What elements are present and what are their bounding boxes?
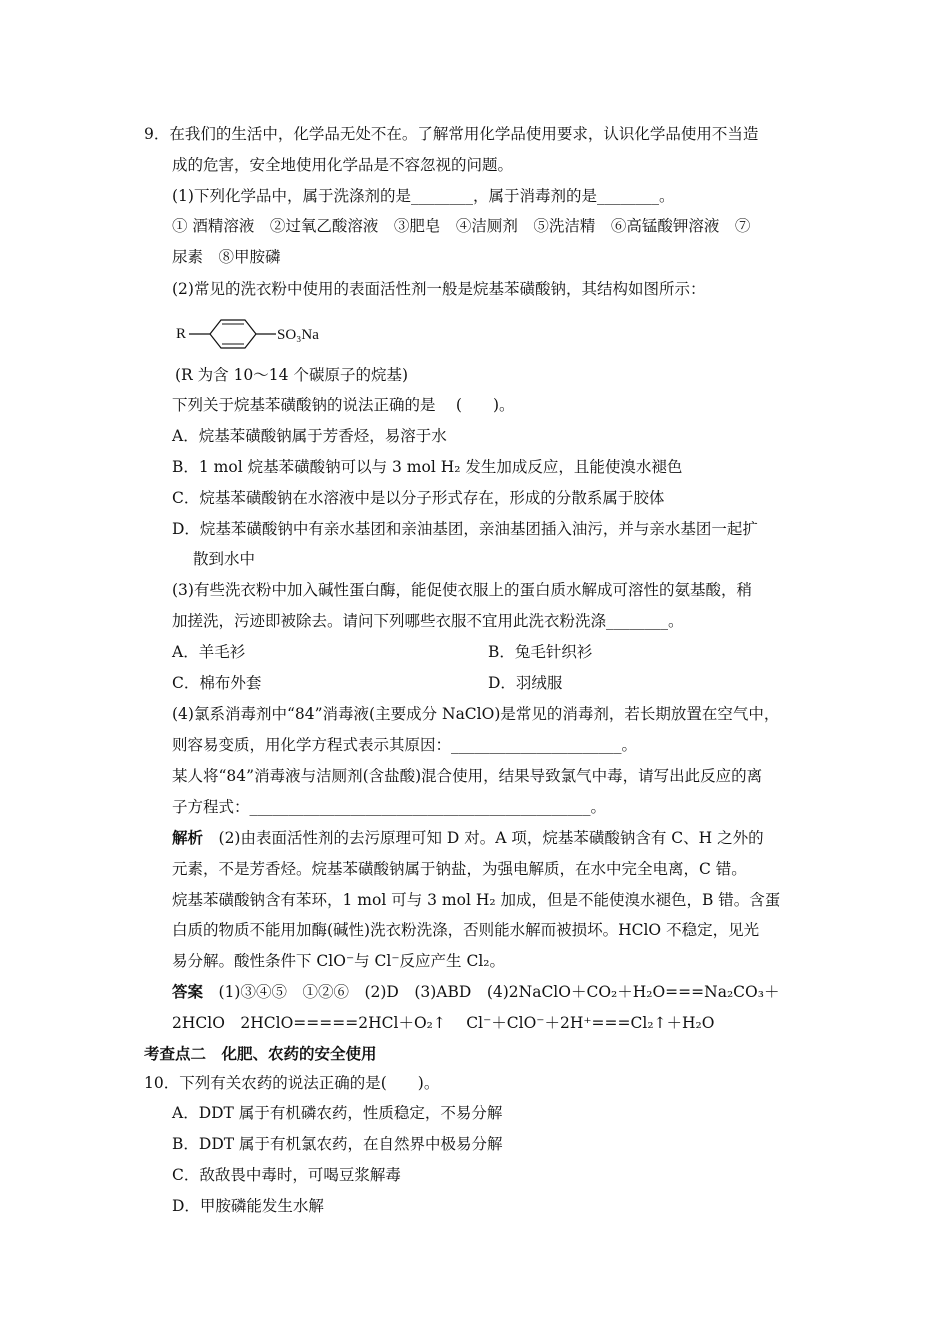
q9-part3-option-c: C．棉布外套 <box>172 674 262 692</box>
q9-options-line1: ① 酒精溶液 ②过氧乙酸溶液 ③肥皂 ④洁厕剂 ⑤洗洁精 ⑥高锰酸钾溶液 ⑦ <box>172 217 751 235</box>
q10-option-b: B．DDT 属于有机氯农药，在自然界中极易分解 <box>172 1135 503 1153</box>
explanation-line3: 烷基苯磺酸钠含有苯环，1 mol 可与 3 mol H₂ 加成，但是不能使溴水褪色，B 错。含蛋 <box>172 891 781 909</box>
q9-option-a: A．烷基苯磺酸钠属于芳香烃，易溶于水 <box>172 427 447 445</box>
q9-part4-line2: 则容易变质，用化学方程式表示其原因：______________________。 <box>172 736 638 754</box>
q9-option-b: B．1 mol 烷基苯磺酸钠可以与 3 mol H₂ 发生加成反应，且能使溴水褪色 <box>172 458 683 476</box>
q9-stem-line1: 9．在我们的生活中，化学品无处不在。了解常用化学品使用要求，认识化学品使用不当造 <box>144 125 759 143</box>
answer-label: 答案 <box>172 982 204 1001</box>
q9-part3-line1: (3)有些洗衣粉中加入碱性蛋白酶，能促使衣服上的蛋白质水解成可溶性的氨基酸，稍 <box>172 581 752 599</box>
benzene-sulfonate-structure <box>176 316 346 356</box>
q10-option-a: A．DDT 属于有机磷农药，性质稳定，不易分解 <box>172 1104 503 1122</box>
q9-part3-option-b: B．兔毛针织衫 <box>488 643 593 661</box>
explanation-line1 <box>172 828 764 848</box>
q10-stem: 10．下列有关农药的说法正确的是( )。 <box>144 1074 440 1092</box>
explanation-text-1: (2)由表面活性剂的去污原理可知 D 对。A 项，烷基苯磺酸钠含有 C、H 之外的 <box>203 829 764 847</box>
structure-r-label: R <box>176 326 187 342</box>
q9-part4-line1: (4)氯系消毒剂中“84”消毒液(主要成分 NaClO)是常见的消毒剂，若长期放置在空气中， <box>172 705 780 723</box>
explanation-line5: 易分解。酸性条件下 ClO⁻与 Cl⁻反应产生 Cl₂。 <box>172 952 506 970</box>
r-group-note: (R 为含 10～14 个碳原子的烷基) <box>175 366 408 384</box>
structure-so3na-label: SO₃Na <box>277 327 319 343</box>
explanation-label: 解析 <box>172 828 204 847</box>
explanation-line2: 元素，不是芳香烃。烷基苯磺酸钠属于钠盐，为强电解质，在水中完全电离，C 错。 <box>172 860 747 878</box>
q9-part1: (1)下列化学品中，属于洗涤剂的是________，属于消毒剂的是________。 <box>172 187 675 205</box>
q9-option-d-line2: 散到水中 <box>193 550 256 568</box>
q9-part4-line3: 某人将“84”消毒液与洁厕剂(含盐酸)混合使用，结果导致氯气中毒，请写出此反应的离 <box>172 767 763 785</box>
q9-part2: (2)常见的洗衣粉中使用的表面活性剂一般是烷基苯磺酸钠，其结构如图所示： <box>172 280 706 298</box>
q9-stem-line2: 成的危害，安全地使用化学品是不容忽视的问题。 <box>172 156 514 174</box>
q10-option-d: D．甲胺磷能发生水解 <box>172 1197 324 1215</box>
answer-line1 <box>172 982 779 1002</box>
q9-option-c: C．烷基苯磺酸钠在水溶液中是以分子形式存在，形成的分散系属于胶体 <box>172 489 665 507</box>
q9-part4-line4: 子方程式：____________________________________________。 <box>172 798 607 816</box>
answer-text-1: (1)③④⑤ ①②⑥ (2)D (3)ABD (4)2NaClO＋CO₂＋H₂O===Na₂CO₃＋ <box>203 983 780 1001</box>
explanation-line4: 白质的物质不能用加酶(碱性)洗衣粉洗涤，否则能水解而被损坏。HClO 不稳定，见光 <box>172 921 760 939</box>
q9-part3-option-d: D．羽绒服 <box>488 674 563 692</box>
q9-part3-option-a: A．羊毛衫 <box>172 643 246 661</box>
q10-option-c: C．敌敌畏中毒时，可喝豆浆解毒 <box>172 1166 401 1184</box>
q9-part2-question: 下列关于烷基苯磺酸钠的说法正确的是 ( )。 <box>172 396 515 414</box>
section-heading: 考查点二 化肥、农药的安全使用 <box>144 1044 377 1063</box>
q9-part3-line2: 加搓洗，污迹即被除去。请问下列哪些衣服不宜用此洗衣粉洗涤________。 <box>172 612 684 630</box>
q9-option-d-line1: D．烷基苯磺酸钠中有亲水基团和亲油基团，亲油基团插入油污，并与亲水基团一起扩 <box>172 520 758 538</box>
q9-options-line2: 尿素 ⑧甲胺磷 <box>172 248 281 266</box>
answer-line2: 2HClO 2HClO=====2HCl＋O₂↑ Cl⁻＋ClO⁻＋2H⁺===Cl₂↑＋H₂O <box>172 1014 715 1032</box>
